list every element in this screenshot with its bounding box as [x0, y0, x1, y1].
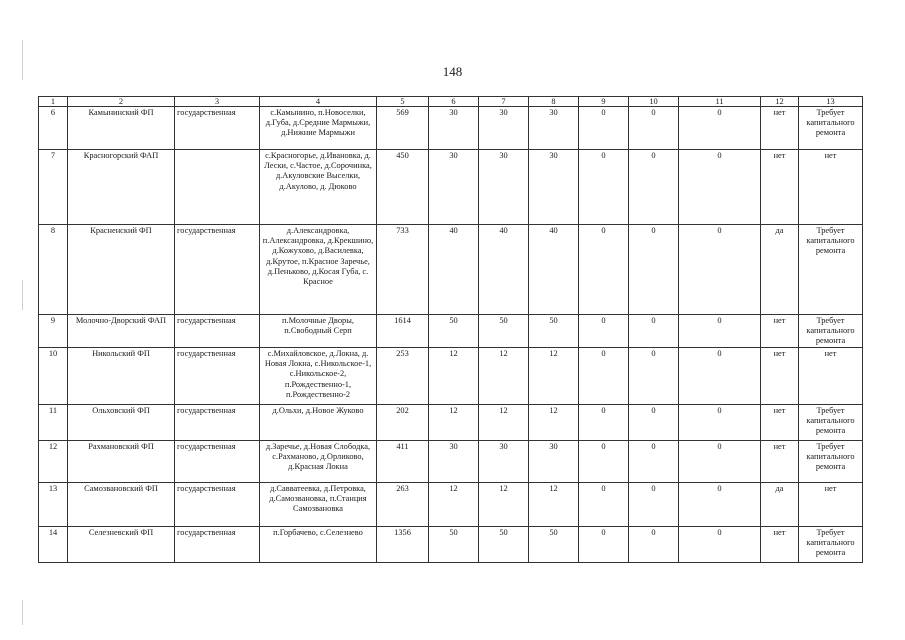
table-row — [39, 225, 863, 315]
ownership-cell: государственная — [175, 405, 260, 441]
table-row — [39, 527, 863, 563]
population-cell: 1614 — [377, 315, 429, 348]
value-cell: 30 — [429, 441, 479, 483]
facility-name-cell: Селезневский ФП — [68, 527, 175, 563]
value-cell: 12 — [479, 348, 529, 405]
value-cell: 50 — [529, 315, 579, 348]
column-number: 7 — [479, 97, 529, 107]
population-cell: 1356 — [377, 527, 429, 563]
value-cell: 0 — [579, 527, 629, 563]
facility-name-cell: Рахмановский ФП — [68, 441, 175, 483]
value-cell: 12 — [429, 483, 479, 527]
column-number: 8 — [529, 97, 579, 107]
facility-name-cell: Красненский ФП — [68, 225, 175, 315]
facility-name-cell: Никольский ФП — [68, 348, 175, 405]
ownership-cell: государственная — [175, 348, 260, 405]
settlements-cell: с.Михайловское, д.Локна, д. Новая Локна, с.Никольское-1, с.Никольское-2, п.Рождественно-1, п.Рождественно-2 — [260, 348, 377, 405]
column-number: 9 — [579, 97, 629, 107]
population-cell: 263 — [377, 483, 429, 527]
row-number-cell: 12 — [39, 441, 68, 483]
flag-cell: да — [761, 225, 799, 315]
value-cell: 30 — [529, 107, 579, 150]
value-cell: 0 — [579, 107, 629, 150]
value-cell: 0 — [629, 225, 679, 315]
value-cell: 12 — [479, 405, 529, 441]
condition-cell: нет — [799, 348, 863, 405]
value-cell: 40 — [479, 225, 529, 315]
value-cell: 30 — [479, 150, 529, 225]
column-number: 1 — [39, 97, 68, 107]
value-cell: 30 — [479, 441, 529, 483]
value-cell: 0 — [579, 483, 629, 527]
column-number: 11 — [679, 97, 761, 107]
row-number-cell: 14 — [39, 527, 68, 563]
column-number: 2 — [68, 97, 175, 107]
value-cell: 12 — [529, 405, 579, 441]
value-cell: 30 — [529, 150, 579, 225]
value-cell: 40 — [529, 225, 579, 315]
ownership-cell: государственная — [175, 483, 260, 527]
value-cell: 0 — [679, 405, 761, 441]
condition-cell: нет — [799, 483, 863, 527]
row-number-cell: 11 — [39, 405, 68, 441]
value-cell: 0 — [679, 150, 761, 225]
value-cell: 40 — [429, 225, 479, 315]
value-cell: 30 — [479, 107, 529, 150]
row-number-cell: 9 — [39, 315, 68, 348]
value-cell: 0 — [629, 348, 679, 405]
value-cell: 12 — [529, 348, 579, 405]
value-cell: 0 — [629, 527, 679, 563]
value-cell: 0 — [679, 527, 761, 563]
column-number-row — [39, 97, 863, 107]
column-number: 10 — [629, 97, 679, 107]
value-cell: 30 — [429, 107, 479, 150]
settlements-cell: п.Молочные Дворы, п.Свободный Серп — [260, 315, 377, 348]
settlements-cell: д.Савватеевка, д.Петровка, д.Самозвановка, п.Станция Самозвановка — [260, 483, 377, 527]
condition-cell: Требует капитального ремонта — [799, 107, 863, 150]
ownership-cell: государственная — [175, 225, 260, 315]
population-cell: 202 — [377, 405, 429, 441]
settlements-cell: д.Ольхи, д.Новое Жуково — [260, 405, 377, 441]
condition-cell: нет — [799, 150, 863, 225]
table-row — [39, 348, 863, 405]
flag-cell: нет — [761, 441, 799, 483]
table-row — [39, 107, 863, 150]
column-number: 4 — [260, 97, 377, 107]
value-cell: 0 — [579, 315, 629, 348]
value-cell: 0 — [629, 150, 679, 225]
value-cell: 0 — [679, 483, 761, 527]
ownership-cell — [175, 150, 260, 225]
flag-cell: нет — [761, 315, 799, 348]
flag-cell: нет — [761, 107, 799, 150]
value-cell: 12 — [429, 348, 479, 405]
table-row — [39, 405, 863, 441]
value-cell: 0 — [579, 441, 629, 483]
flag-cell: нет — [761, 527, 799, 563]
value-cell: 30 — [529, 441, 579, 483]
value-cell: 0 — [679, 348, 761, 405]
table-row — [39, 483, 863, 527]
settlements-cell: д.Александровка, п.Александровка, д.Крекшино, д.Кожухово, д.Василевка, д.Крутое, п.Красное Заречье, д.Пеньково, д.Косая Губа, с. Красное — [260, 225, 377, 315]
population-cell: 411 — [377, 441, 429, 483]
population-cell: 253 — [377, 348, 429, 405]
row-number-cell: 10 — [39, 348, 68, 405]
flag-cell: нет — [761, 405, 799, 441]
row-number-cell: 13 — [39, 483, 68, 527]
value-cell: 50 — [429, 527, 479, 563]
condition-cell: Требует капитального ремонта — [799, 405, 863, 441]
facility-name-cell: Самозвановский ФП — [68, 483, 175, 527]
flag-cell: нет — [761, 348, 799, 405]
value-cell: 50 — [479, 527, 529, 563]
condition-cell: Требует капитального ремонта — [799, 441, 863, 483]
ownership-cell: государственная — [175, 107, 260, 150]
value-cell: 0 — [579, 150, 629, 225]
value-cell: 12 — [429, 405, 479, 441]
settlements-cell: п.Горбачево, с.Селезнево — [260, 527, 377, 563]
value-cell: 12 — [529, 483, 579, 527]
value-cell: 50 — [479, 315, 529, 348]
column-number: 13 — [799, 97, 863, 107]
settlements-cell: с.Красногорье, д.Ивановка, д. Лески, с.Частое, д.Сорочинка, д.Акуловские Выселки, д.Акулово, д. Дюково — [260, 150, 377, 225]
column-number: 5 — [377, 97, 429, 107]
value-cell: 0 — [579, 348, 629, 405]
column-number: 6 — [429, 97, 479, 107]
value-cell: 0 — [629, 483, 679, 527]
value-cell: 0 — [629, 405, 679, 441]
value-cell: 0 — [579, 405, 629, 441]
row-number-cell: 8 — [39, 225, 68, 315]
settlements-cell: с.Камынино, п.Новоселки, д.Губа, д.Средние Мармыжи, д.Нижние Мармыжи — [260, 107, 377, 150]
ownership-cell: государственная — [175, 441, 260, 483]
column-number: 3 — [175, 97, 260, 107]
row-number-cell: 6 — [39, 107, 68, 150]
table-row — [39, 441, 863, 483]
table-row — [39, 315, 863, 348]
page-number: 148 — [442, 64, 463, 79]
scan-margin-mark — [22, 600, 23, 625]
ownership-cell: государственная — [175, 527, 260, 563]
facilities-table — [38, 96, 863, 563]
facility-name-cell: Камынинский ФП — [68, 107, 175, 150]
condition-cell: Требует капитального ремонта — [799, 527, 863, 563]
value-cell: 0 — [629, 441, 679, 483]
population-cell: 569 — [377, 107, 429, 150]
value-cell: 0 — [629, 315, 679, 348]
facility-name-cell: Красногорский ФАП — [68, 150, 175, 225]
value-cell: 50 — [529, 527, 579, 563]
row-number-cell: 7 — [39, 150, 68, 225]
facility-name-cell: Молочно-Дворский ФАП — [68, 315, 175, 348]
settlements-cell: д.Заречье, д.Новая Слободка, с.Рахманово, д.Орликово, д.Красная Локна — [260, 441, 377, 483]
value-cell: 50 — [429, 315, 479, 348]
table-row — [39, 150, 863, 225]
value-cell: 0 — [679, 441, 761, 483]
population-cell: 733 — [377, 225, 429, 315]
population-cell: 450 — [377, 150, 429, 225]
ownership-cell: государственная — [175, 315, 260, 348]
value-cell: 30 — [429, 150, 479, 225]
column-number: 12 — [761, 97, 799, 107]
flag-cell: да — [761, 483, 799, 527]
facility-name-cell: Ольховский ФП — [68, 405, 175, 441]
flag-cell: нет — [761, 150, 799, 225]
value-cell: 0 — [579, 225, 629, 315]
condition-cell: Требует капитального ремонта — [799, 225, 863, 315]
condition-cell: Требует капитального ремонта — [799, 315, 863, 348]
scan-margin-mark — [22, 280, 23, 310]
value-cell: 0 — [679, 315, 761, 348]
value-cell: 12 — [479, 483, 529, 527]
value-cell: 0 — [679, 225, 761, 315]
value-cell: 0 — [679, 107, 761, 150]
value-cell: 0 — [629, 107, 679, 150]
